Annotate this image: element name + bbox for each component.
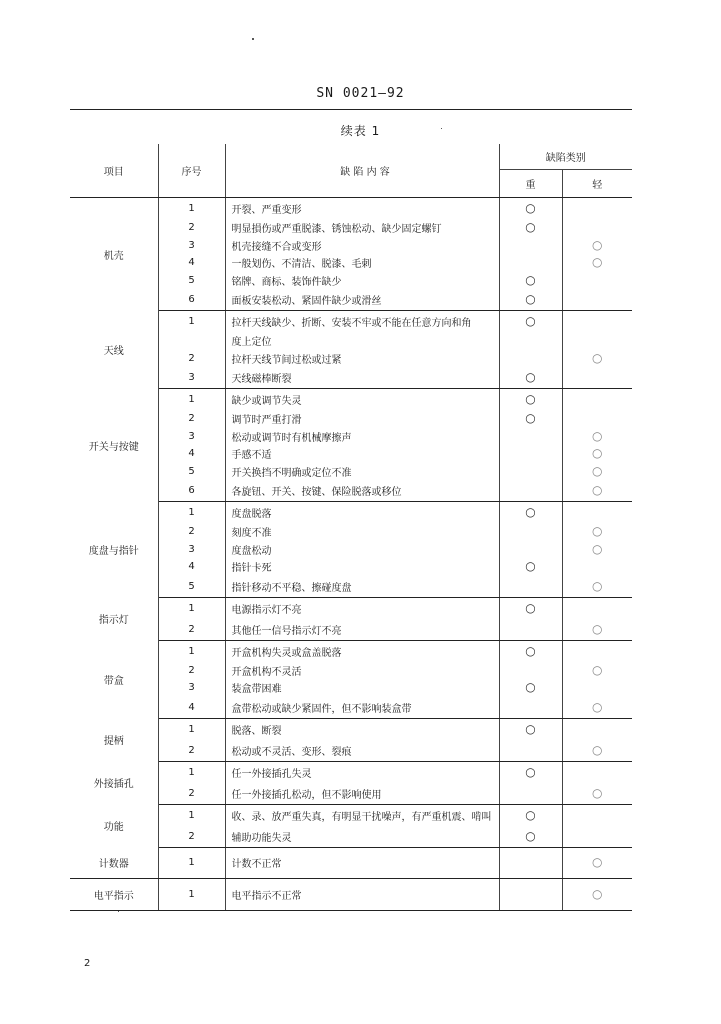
- major-circle-icon: ○: [525, 272, 536, 287]
- minor-mark: [562, 804, 632, 826]
- major-mark: [499, 289, 562, 311]
- minor-mark: [562, 480, 632, 502]
- minor-mark: [562, 523, 632, 541]
- major-mark: [499, 237, 562, 255]
- seq-number: 1: [158, 389, 225, 411]
- minor-mark: [562, 502, 632, 524]
- major-circle-icon: ○: [525, 680, 536, 695]
- seq-number: 4: [158, 445, 225, 463]
- defect-description: 天线磁棒断裂: [225, 367, 499, 389]
- defect-description: 任一外接插孔失灵: [225, 761, 499, 783]
- seq-number: 1: [158, 311, 225, 333]
- minor-mark: [562, 350, 632, 368]
- standard-code: SN 0021—92: [316, 86, 405, 101]
- seq-number: 1: [158, 761, 225, 783]
- major-circle-icon: ○: [525, 828, 536, 843]
- table-row: [70, 847, 632, 879]
- major-mark: [499, 389, 562, 411]
- defect-description: 度盘脱落: [225, 502, 499, 524]
- major-mark: [499, 879, 562, 911]
- seq-number: 2: [158, 662, 225, 680]
- seq-number: 2: [158, 350, 225, 368]
- minor-mark: [562, 879, 632, 911]
- defect-description: 开裂、严重变形: [225, 198, 499, 220]
- minor-mark: [562, 463, 632, 481]
- seq-number: 6: [158, 289, 225, 311]
- defect-description: 缺少或调节失灵: [225, 389, 499, 411]
- minor-circle-icon: ○: [592, 855, 603, 870]
- minor-mark: [562, 576, 632, 598]
- table-row: [70, 879, 632, 911]
- seq-number: 3: [158, 428, 225, 446]
- major-mark: [499, 662, 562, 680]
- minor-circle-icon: ○: [592, 446, 603, 461]
- item-name: 带盒: [70, 640, 158, 718]
- seq-number: 4: [158, 254, 225, 272]
- minor-circle-icon: ○: [592, 662, 603, 677]
- minor-mark: [562, 640, 632, 662]
- defect-description: 指针卡死: [225, 558, 499, 576]
- item-name: 指示灯: [70, 597, 158, 640]
- minor-mark: [562, 662, 632, 680]
- seq-number: 5: [158, 576, 225, 598]
- defect-description: 松动或不灵活、变形、裂痕: [225, 740, 499, 762]
- minor-circle-icon: ○: [592, 621, 603, 636]
- table-row: [70, 718, 632, 740]
- minor-mark: [562, 428, 632, 446]
- defect-description: 各旋钮、开关、按键、保险脱落或移位: [225, 480, 499, 502]
- major-mark: [499, 428, 562, 446]
- major-mark: [499, 198, 562, 220]
- minor-mark: [562, 410, 632, 428]
- major-circle-icon: ○: [525, 600, 536, 615]
- defect-description: 计数不正常: [225, 847, 499, 879]
- item-name: 度盘与指针: [70, 502, 158, 598]
- minor-mark: [562, 697, 632, 719]
- defect-description: 开盒机构不灵活: [225, 662, 499, 680]
- seq-number: 1: [158, 640, 225, 662]
- minor-mark: [562, 198, 632, 220]
- major-mark: [499, 445, 562, 463]
- major-circle-icon: ○: [525, 314, 536, 328]
- defect-description: 其他任一信号指示灯不亮: [225, 619, 499, 641]
- defect-description: 铭牌、商标、装饰件缺少: [225, 272, 499, 290]
- defect-description: 盒带松动或缺少紧固件，但不影响装盒带: [225, 697, 499, 719]
- major-mark: [499, 761, 562, 783]
- major-mark: [499, 679, 562, 697]
- seq-number: 1: [158, 597, 225, 619]
- major-mark: [499, 826, 562, 848]
- minor-mark: [562, 237, 632, 255]
- major-circle-icon: ○: [525, 559, 536, 574]
- major-mark: [499, 272, 562, 290]
- header-major: 重: [499, 170, 562, 198]
- defect-description: 机壳接缝不合或变形: [225, 237, 499, 255]
- major-circle-icon: ○: [525, 721, 536, 736]
- scan-speck: [441, 128, 442, 129]
- minor-circle-icon: ○: [592, 742, 603, 757]
- table-row: [70, 640, 632, 662]
- minor-circle-icon: ○: [592, 541, 603, 556]
- defect-description: 开盒机构失灵或盒盖脱落: [225, 640, 499, 662]
- minor-mark: [562, 389, 632, 411]
- defect-description: 开关换挡不明确或定位不准: [225, 463, 499, 481]
- major-circle-icon: ○: [525, 392, 536, 406]
- item-name: 功能: [70, 804, 158, 847]
- seq-number: 2: [158, 410, 225, 428]
- defect-description: 面板安装松动、紧固件缺少或滑丝: [225, 289, 499, 311]
- scan-speck: [252, 38, 254, 40]
- header-content: 缺 陷 内 容: [225, 144, 499, 198]
- minor-circle-icon: ○: [592, 524, 603, 539]
- major-mark: [499, 640, 562, 662]
- header-rule: [70, 109, 632, 110]
- major-mark: [499, 804, 562, 826]
- major-mark: [499, 576, 562, 598]
- major-mark: [499, 480, 562, 502]
- seq-number: 6: [158, 480, 225, 502]
- major-mark: [499, 597, 562, 619]
- item-name: 机壳: [70, 198, 158, 311]
- defect-description: 电源指示灯不亮: [225, 597, 499, 619]
- major-mark: [499, 311, 562, 333]
- seq-number: 2: [158, 740, 225, 762]
- major-circle-icon: ○: [525, 201, 536, 215]
- header-minor: 轻: [562, 170, 632, 198]
- seq-number: 2: [158, 619, 225, 641]
- minor-mark: [562, 783, 632, 805]
- minor-mark: [562, 558, 632, 576]
- minor-mark: [562, 254, 632, 272]
- minor-circle-icon: ○: [592, 578, 603, 593]
- item-name: 电平指示: [70, 879, 158, 911]
- item-name: 外接插孔: [70, 761, 158, 804]
- seq-number: 1: [158, 718, 225, 740]
- major-circle-icon: ○: [525, 505, 536, 519]
- minor-mark: [562, 289, 632, 311]
- major-mark: [499, 332, 562, 350]
- major-mark: [499, 254, 562, 272]
- table-title: 续表 1: [340, 124, 381, 138]
- seq-number: 4: [158, 697, 225, 719]
- seq-number: [158, 332, 225, 350]
- major-mark: [499, 619, 562, 641]
- defect-description: 松动或调节时有机械摩擦声: [225, 428, 499, 446]
- minor-mark: [562, 718, 632, 740]
- seq-number: 2: [158, 219, 225, 237]
- table-row: [70, 761, 632, 783]
- major-mark: [499, 697, 562, 719]
- major-mark: [499, 502, 562, 524]
- seq-number: 3: [158, 679, 225, 697]
- seq-number: 1: [158, 879, 225, 911]
- table-row: [70, 311, 632, 333]
- defect-description: 电平指示不正常: [225, 879, 499, 911]
- minor-mark: [562, 311, 632, 333]
- seq-number: 1: [158, 198, 225, 220]
- defect-table: [70, 144, 632, 911]
- defect-description: 任一外接插孔松动，但不影响使用: [225, 783, 499, 805]
- table-row: [70, 502, 632, 524]
- major-mark: [499, 783, 562, 805]
- header-item: 项目: [70, 144, 158, 198]
- defect-description: 度盘松动: [225, 541, 499, 559]
- major-mark: [499, 558, 562, 576]
- seq-number: 3: [158, 367, 225, 389]
- minor-mark: [562, 219, 632, 237]
- minor-circle-icon: ○: [592, 350, 603, 365]
- minor-mark: [562, 847, 632, 879]
- item-name: 计数器: [70, 847, 158, 879]
- minor-mark: [562, 272, 632, 290]
- seq-number: 1: [158, 847, 225, 879]
- major-mark: [499, 847, 562, 879]
- defect-description: 调节时严重打滑: [225, 410, 499, 428]
- table-row: [70, 804, 632, 826]
- defect-description: 手感不适: [225, 445, 499, 463]
- defect-description: 装盒带困难: [225, 679, 499, 697]
- major-mark: [499, 718, 562, 740]
- defect-description: 辅助功能失灵: [225, 826, 499, 848]
- major-circle-icon: ○: [525, 643, 536, 658]
- defect-description: 一般划伤、不清洁、脱漆、毛刺: [225, 254, 499, 272]
- major-mark: [499, 219, 562, 237]
- major-mark: [499, 367, 562, 389]
- major-mark: [499, 350, 562, 368]
- major-circle-icon: ○: [525, 220, 536, 235]
- defect-description: 拉杆天线节间过松或过紧: [225, 350, 499, 368]
- item-name: 开关与按键: [70, 389, 158, 502]
- defect-description: 明显損伤或严重脱漆、锈蚀松动、缺少固定螺钉: [225, 219, 499, 237]
- minor-mark: [562, 826, 632, 848]
- major-circle-icon: ○: [525, 370, 536, 384]
- major-mark: [499, 740, 562, 762]
- defect-description: 收、录、放严重失真，有明显干扰噪声，有严重机震、啃叫: [225, 804, 499, 826]
- page-number: 2: [84, 958, 91, 969]
- defect-description: 脱落、断裂: [225, 718, 499, 740]
- header-category: 缺陷类别: [499, 144, 632, 170]
- minor-circle-icon: ○: [592, 483, 603, 497]
- minor-circle-icon: ○: [592, 785, 603, 800]
- major-circle-icon: ○: [525, 292, 536, 306]
- minor-mark: [562, 740, 632, 762]
- table-row: [70, 389, 632, 411]
- table-row: [70, 597, 632, 619]
- seq-number: 3: [158, 541, 225, 559]
- defect-description: 指针移动不平稳、擦碰度盘: [225, 576, 499, 598]
- minor-mark: [562, 541, 632, 559]
- major-circle-icon: ○: [525, 764, 536, 779]
- scan-speck: [118, 911, 119, 912]
- minor-mark: [562, 332, 632, 350]
- seq-number: 3: [158, 237, 225, 255]
- minor-circle-icon: ○: [592, 237, 603, 252]
- major-mark: [499, 463, 562, 481]
- item-name: 天线: [70, 311, 158, 389]
- minor-mark: [562, 597, 632, 619]
- seq-number: 1: [158, 502, 225, 524]
- major-circle-icon: ○: [525, 807, 536, 822]
- defect-description: 刻度不准: [225, 523, 499, 541]
- seq-number: 4: [158, 558, 225, 576]
- major-mark: [499, 410, 562, 428]
- seq-number: 1: [158, 804, 225, 826]
- minor-mark: [562, 367, 632, 389]
- table-body: [70, 198, 632, 911]
- major-mark: [499, 541, 562, 559]
- defect-description: 度上定位: [225, 332, 499, 350]
- seq-number: 2: [158, 783, 225, 805]
- minor-circle-icon: ○: [592, 886, 603, 901]
- header-seq: 序号: [158, 144, 225, 198]
- minor-circle-icon: ○: [592, 255, 603, 270]
- minor-mark: [562, 619, 632, 641]
- item-name: 提柄: [70, 718, 158, 761]
- minor-mark: [562, 445, 632, 463]
- seq-number: 2: [158, 523, 225, 541]
- minor-circle-icon: ○: [592, 428, 603, 443]
- minor-circle-icon: ○: [592, 463, 603, 478]
- major-circle-icon: ○: [525, 411, 536, 426]
- seq-number: 2: [158, 826, 225, 848]
- major-mark: [499, 523, 562, 541]
- seq-number: 5: [158, 272, 225, 290]
- minor-mark: [562, 679, 632, 697]
- defect-description: 拉杆天线缺少、折断、安装不牢或不能在任意方向和角: [225, 311, 499, 333]
- table-row: [70, 198, 632, 220]
- minor-circle-icon: ○: [592, 699, 603, 714]
- minor-mark: [562, 761, 632, 783]
- seq-number: 5: [158, 463, 225, 481]
